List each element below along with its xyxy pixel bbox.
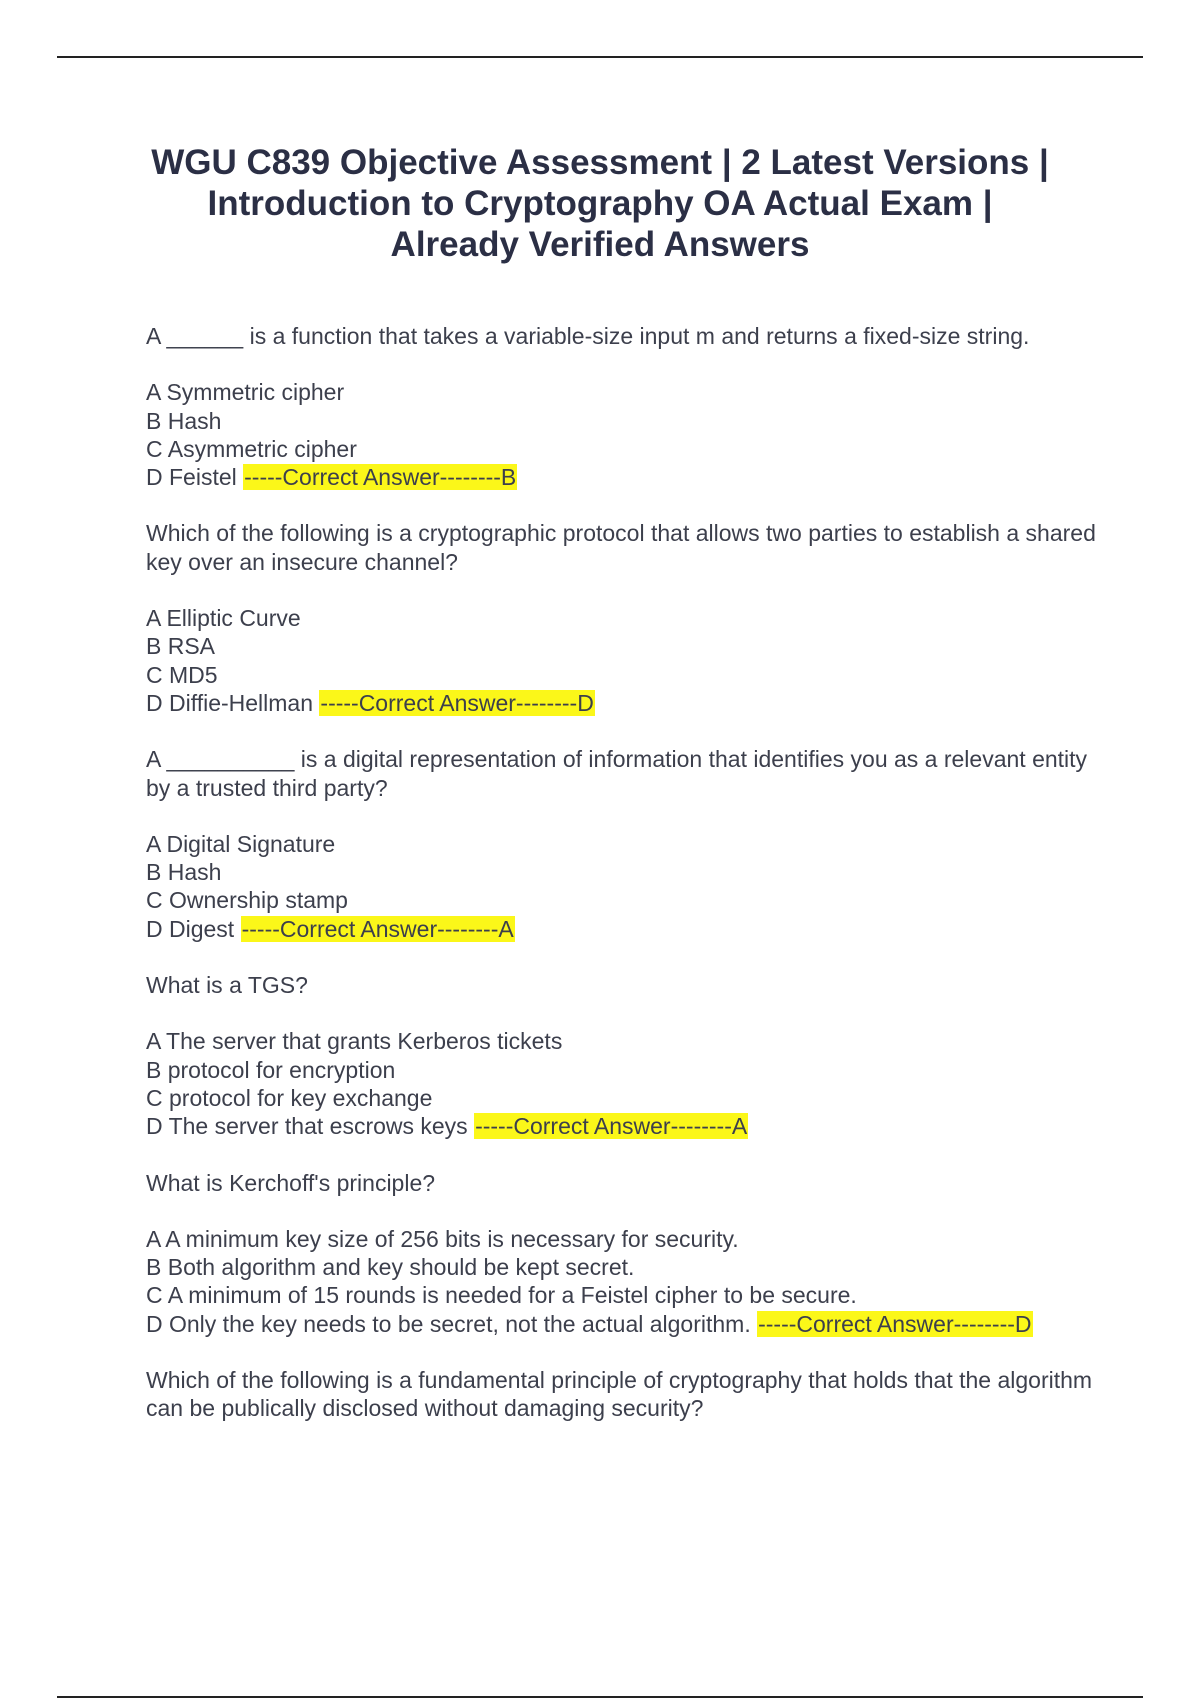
option-a: A Elliptic Curve xyxy=(146,605,301,632)
question-1 xyxy=(146,322,1106,491)
question-5 xyxy=(146,1169,1106,1338)
option-c: C Ownership stamp xyxy=(146,887,348,914)
option-d-with-answer xyxy=(146,463,1106,491)
correct-answer-highlight: -----Correct Answer--------A xyxy=(475,1113,748,1140)
option-b: B protocol for encryption xyxy=(146,1056,396,1083)
question-text: A __________ is a digital representation of information that identifies you as a relevant entity by a trusted third party? xyxy=(146,746,1088,801)
option-d-with-answer xyxy=(146,915,1106,943)
correct-answer-highlight: -----Correct Answer--------D xyxy=(320,689,594,716)
title-line-1: WGU C839 Objective Assessment | 2 Latest Versions | xyxy=(151,143,1049,182)
question-text: What is Kerchoff's principle? xyxy=(146,1169,436,1196)
option-d: D Feistel xyxy=(146,464,237,491)
bottom-rule xyxy=(57,1696,1143,1698)
option-d: D The server that escrows keys xyxy=(146,1113,468,1140)
option-b: B Hash xyxy=(146,407,222,434)
question-text: A ______ is a function that takes a variable-size input m and returns a fixed-size string. xyxy=(146,323,1030,349)
question-2 xyxy=(146,519,1106,717)
option-a: A The server that grants Kerberos tickets xyxy=(146,1028,563,1055)
option-c: C MD5 xyxy=(146,661,218,688)
title-line-2: Introduction to Cryptography OA Actual Exam | xyxy=(207,184,993,223)
question-4 xyxy=(146,971,1106,1140)
option-d: D Only the key needs to be secret, not the actual algorithm. xyxy=(146,1310,751,1337)
option-d-with-answer xyxy=(146,1310,1106,1338)
question-6 xyxy=(146,1366,1106,1423)
document-title xyxy=(100,142,1100,265)
question-text: Which of the following is a cryptographic protocol that allows two parties to establish a shared key over an insecure channel? xyxy=(146,520,1096,575)
correct-answer-highlight: -----Correct Answer--------A xyxy=(241,915,514,942)
question-list xyxy=(146,322,1106,1451)
option-a: A A minimum key size of 256 bits is necessary for security. xyxy=(146,1225,739,1252)
option-a: A Symmetric cipher xyxy=(146,379,345,406)
question-3 xyxy=(146,745,1106,943)
correct-answer-highlight: -----Correct Answer--------B xyxy=(244,464,517,491)
option-b: B RSA xyxy=(146,633,216,660)
option-b: B Hash xyxy=(146,859,222,886)
option-c: C Asymmetric cipher xyxy=(146,435,357,462)
option-d: D Diffie-Hellman xyxy=(146,689,314,716)
top-rule xyxy=(57,56,1143,58)
option-c: C A minimum of 15 rounds is needed for a Feistel cipher to be secure. xyxy=(146,1282,857,1309)
option-d-with-answer xyxy=(146,1112,1106,1140)
option-c: C protocol for key exchange xyxy=(146,1084,433,1111)
option-a: A Digital Signature xyxy=(146,830,336,857)
question-text: What is a TGS? xyxy=(146,972,308,999)
title-line-3: Already Verified Answers xyxy=(390,225,810,264)
option-d-with-answer xyxy=(146,689,1106,717)
correct-answer-highlight: -----Correct Answer--------D xyxy=(758,1310,1032,1337)
option-d: D Digest xyxy=(146,915,235,942)
option-b: B Both algorithm and key should be kept secret. xyxy=(146,1254,635,1281)
question-text: Which of the following is a fundamental principle of cryptography that holds that the algorithm can be publically disclosed without damaging security? xyxy=(146,1367,1093,1422)
